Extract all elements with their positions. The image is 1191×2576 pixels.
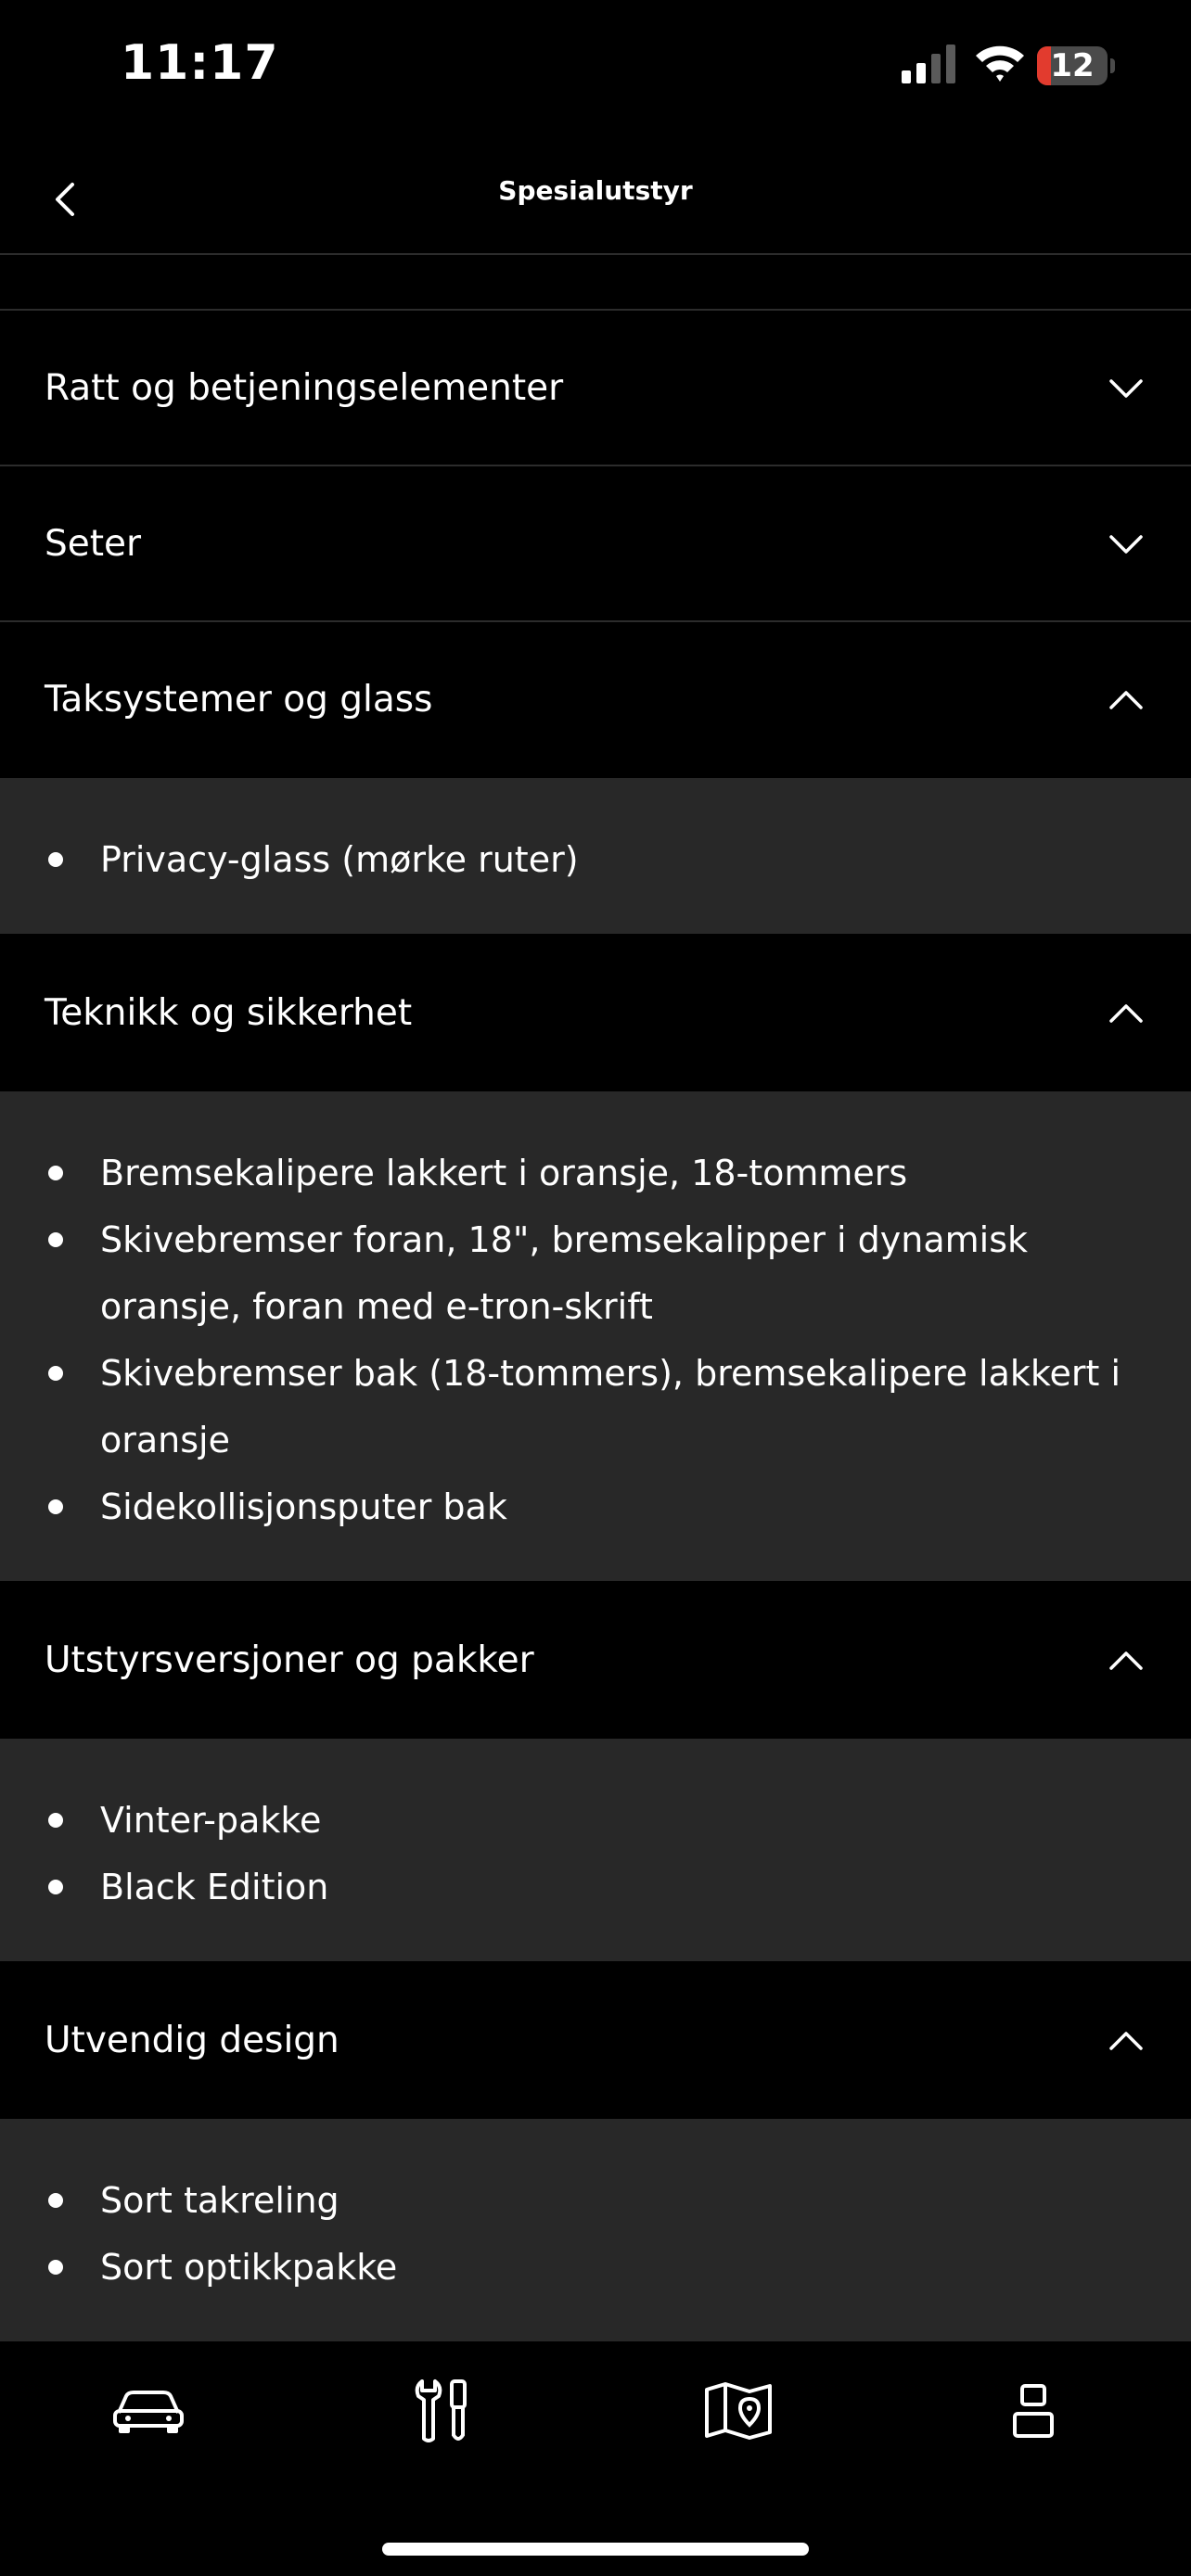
- home-indicator: [382, 2543, 809, 2556]
- section-title: Taksystemer og glass: [45, 679, 433, 721]
- section-header[interactable]: [0, 1963, 1191, 2119]
- section-header[interactable]: [0, 1583, 1191, 1739]
- equipment-list[interactable]: [0, 255, 1191, 2344]
- section-header[interactable]: [0, 311, 1191, 466]
- nav-bar: [0, 134, 1191, 255]
- section-title: Ratt og betjeningselementer: [45, 367, 564, 409]
- page-title: Spesialutstyr: [498, 175, 693, 206]
- chevron-up-icon: [1106, 993, 1146, 1034]
- section-title: Utstyrsversjoner og pakker: [45, 1639, 534, 1681]
- cellular-signal-icon: [902, 45, 955, 83]
- chevron-up-icon: [1106, 2021, 1146, 2061]
- tab-profile[interactable]: [890, 2350, 1176, 2472]
- car-icon: [111, 2385, 186, 2437]
- partial-section-row: [0, 255, 1191, 311]
- section-header[interactable]: [0, 466, 1191, 622]
- battery-percent: 12: [1050, 47, 1095, 84]
- tab-car[interactable]: [6, 2350, 291, 2472]
- list-item: Sort takreling: [0, 2167, 1191, 2234]
- tab-map[interactable]: [596, 2350, 881, 2472]
- section-header[interactable]: [0, 936, 1191, 1091]
- profile-icon: [1011, 2382, 1056, 2440]
- list-item: Bremsekalipere lakkert i oransje, 18-tommers: [0, 1140, 1191, 1206]
- section-items: [0, 778, 1191, 936]
- section-items: [0, 2119, 1191, 2343]
- list-item: Sidekollisjonsputer bak: [0, 1473, 1191, 1540]
- list-item: Black Edition: [0, 1854, 1191, 1920]
- status-time: 11:17: [121, 35, 279, 91]
- chevron-up-icon: [1106, 1640, 1146, 1681]
- section-items: [0, 1091, 1191, 1583]
- list-item: Vinter-pakke: [0, 1787, 1191, 1854]
- battery-icon: [1037, 46, 1115, 85]
- list-item: Skivebremser foran, 18", bremsekalipper i dynamisk oransje, foran med e-tron-skrift: [0, 1206, 1191, 1340]
- list-item: Skivebremser bak (18-tommers), bremsekalipere lakkert i oransje: [0, 1340, 1191, 1473]
- section-title: Utvendig design: [45, 2020, 339, 2061]
- tab-service[interactable]: [301, 2350, 586, 2472]
- wifi-icon: [974, 43, 1026, 83]
- status-bar: [0, 0, 1191, 134]
- section-items: [0, 1739, 1191, 1963]
- tab-bar: [0, 2344, 1191, 2576]
- section-title: Seter: [45, 523, 142, 565]
- list-item: Privacy-glass (mørke ruter): [0, 826, 1191, 893]
- chevron-up-icon: [1106, 680, 1146, 721]
- chevron-down-icon: [1106, 524, 1146, 565]
- section-title: Teknikk og sikkerhet: [45, 992, 413, 1034]
- tools-icon: [411, 2378, 476, 2444]
- list-item: Sort optikkpakke: [0, 2234, 1191, 2301]
- map-icon: [703, 2380, 774, 2442]
- section-header[interactable]: [0, 622, 1191, 778]
- chevron-down-icon: [1106, 368, 1146, 409]
